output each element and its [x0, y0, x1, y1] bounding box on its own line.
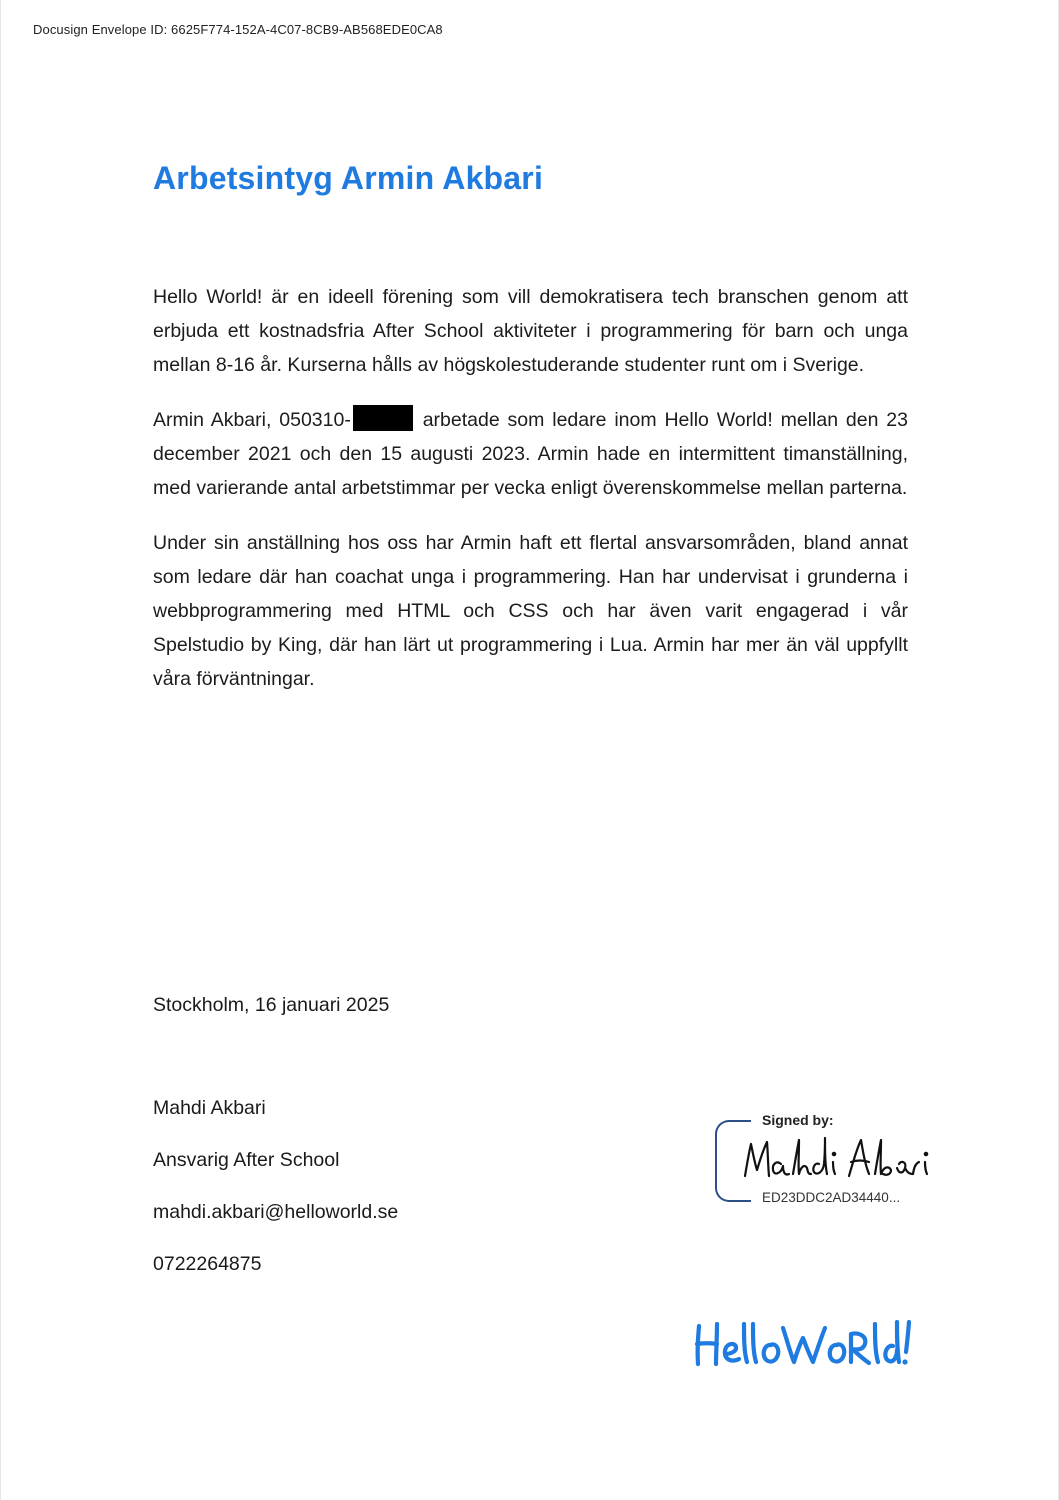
signature-label: Signed by: [759, 1112, 837, 1128]
contact-role: Ansvarig After School [153, 1149, 340, 1171]
paragraph-employment-start: Armin Akbari, 050310- [153, 409, 351, 431]
paragraph-organization: Hello World! är en ideell förening som vill demokratisera tech branschen genom att erbjuda ett kostnadsfria After School aktiviteter i programmering för barn och unga mellan 8-16 år. Kurserna hålls av högskolestuderande studenter runt om i Sverige. [153, 286, 908, 376]
handwritten-signature [737, 1134, 932, 1184]
document-body [153, 280, 908, 717]
place-and-date: Stockholm, 16 januari 2025 [153, 994, 390, 1016]
helloworld-logo [691, 1314, 916, 1374]
signature-id: ED23DDC2AD34440... [759, 1190, 903, 1205]
docusign-envelope-id: Docusign Envelope ID: 6625F774-152A-4C07-8CB9-AB568EDE0CA8 [33, 22, 443, 37]
paragraph-responsibilities: Under sin anställning hos oss har Armin haft ett flertal ansvarsområden, bland annat som ledare där han coachat unga i programmering. Han har undervisat i grunderna i webbprogrammering med HTML och CSS och har även varit engagerad i vår Spelstudio by King, där han lärt ut programmering i Lua. Armin har mer än väl uppfyllt våra förväntningar. [153, 532, 908, 690]
paragraph-employment [153, 403, 908, 505]
docusign-signature-box [715, 1108, 930, 1208]
contact-name: Mahdi Akbari [153, 1097, 266, 1119]
document-title: Arbetsintyg Armin Akbari [153, 160, 544, 196]
contact-phone: 0722264875 [153, 1253, 262, 1275]
contact-block [153, 1097, 398, 1305]
contact-email[interactable]: mahdi.akbari@helloworld.se [153, 1201, 399, 1223]
redaction-block [353, 405, 413, 431]
paragraph-employment-end: arbetade som ledare inom Hello World! mellan den 23 december 2021 och den 15 augusti 2023. Armin hade en intermittent timanställning, med varierande antal arbetstimmar per vecka enligt överenskommelse mellan parterna. [153, 409, 908, 499]
